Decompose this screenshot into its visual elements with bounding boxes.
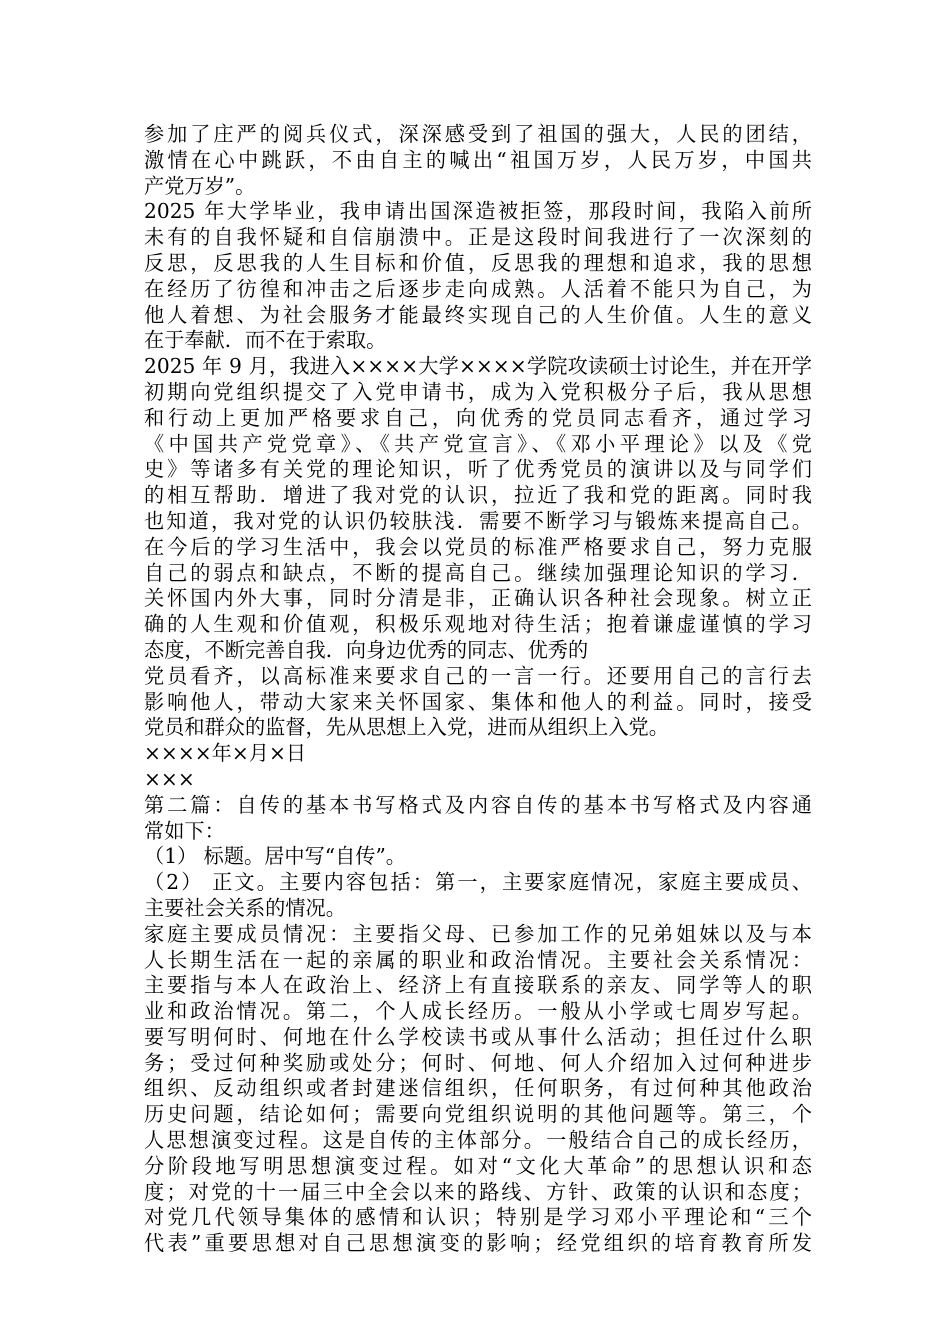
text-line: ××××年×月×日 <box>144 741 307 766</box>
text-line: 常如下： <box>144 818 225 843</box>
text-line: 要写明何时、何地在什么学校读书或从事什么活动；担任过什么职 <box>144 1024 812 1049</box>
text-line: 激情在心中跳跃，不由自主的喊出“祖国万岁，人民万岁，中国共 <box>144 147 812 172</box>
text-line: 《中国共产党党章》、《共产党宣言》、《邓小平理论》以及《党 <box>144 431 812 456</box>
text-line: （1） 标题。居中写“自传”。 <box>144 844 406 869</box>
text-line: 度；对党的十一届三中全会以来的路线、方针、政策的认识和态度； <box>144 1179 812 1204</box>
text-line: 确的人生观和价值观，积极乐观地对待生活；抱着谦虚谨慎的学习 <box>144 612 812 637</box>
text-line: 他人着想、为社会服务才能最终实现自己的人生价值。人生的意义 <box>144 302 812 327</box>
text-line: 历史问题，结论如何；需要向党组织说明的其他问题等。第三，个 <box>144 1102 812 1127</box>
text-line: 人长期生活在一起的亲属的职业和政治情况。主要社会关系情况： <box>144 947 812 972</box>
text-line: 2025 年 9 月，我进入××××大学××××学院攻读硕士讨论生，并在开学 <box>144 354 812 379</box>
text-line: 代表”重要思想对自己思想演变的影响；经党组织的培育教育所发 <box>144 1231 812 1256</box>
text-line: 在今后的学习生活中，我会以党员的标准严格要求自己，努力克服 <box>144 534 812 559</box>
text-line: 产党万岁”。 <box>144 173 256 198</box>
text-line: 对党几代领导集体的感情和认识；特别是学习邓小平理论和“三个 <box>144 1205 812 1230</box>
text-line: ××× <box>144 766 195 791</box>
document-page <box>144 122 812 1257</box>
text-line: 组织、反动组织或者封建迷信组织，任何职务，有过何种其他政治 <box>144 1076 812 1101</box>
text-line: 初期向党组织提交了入党申请书，成为入党积极分子后，我从思想 <box>144 379 812 404</box>
text-line: 未有的自我怀疑和自信崩溃中。正是这段时间我进行了一次深刻的 <box>144 225 812 250</box>
text-line: 党员和群众的监督，先从思想上入党，进而从组织上入党。 <box>144 715 669 740</box>
text-line: （2） 正文。主要内容包括：第一，主要家庭情况，家庭主要成员、 <box>144 870 812 895</box>
text-line: 主要指与本人在政治上、经济上有直接联系的亲友、同学等人的职 <box>144 973 812 998</box>
text-line: 党员看齐，以高标准来要求自己的一言一行。还要用自己的言行去 <box>144 663 812 688</box>
text-line: 的相互帮助．增进了我对党的认识，拉近了我和党的距离。同时我 <box>144 483 812 508</box>
text-line: 2025 年大学毕业，我申请出国深造被拒签，那段时间，我陷入前所 <box>144 199 812 224</box>
text-line: 史》等诸多有关党的理论知识，听了优秀党员的演讲以及与同学们 <box>144 457 812 482</box>
text-line: 第二篇：自传的基本书写格式及内容自传的基本书写格式及内容通 <box>144 792 812 817</box>
text-line: 影响他人，带动大家来关怀国家、集体和他人的利益。同时，接受 <box>144 689 812 714</box>
text-line: 参加了庄严的阅兵仪式，深深感受到了祖国的强大，人民的团结， <box>144 122 812 146</box>
text-line: 家庭主要成员情况：主要指父母、已参加工作的兄弟姐妹以及与本 <box>144 921 812 946</box>
text-line: 关怀国内外大事，同时分清是非，正确认识各种社会现象。树立正 <box>144 586 812 611</box>
text-line: 分阶段地写明思想演变过程。如对“文化大革命”的思想认识和态 <box>144 1153 812 1178</box>
text-line: 也知道，我对党的认识仍较肤浅．需要不断学习与锻炼来提高自己。 <box>144 508 812 533</box>
text-line: 在经历了彷徨和冲击之后逐步走向成熟。人活着不能只为自己，为 <box>144 276 812 301</box>
text-line: 和行动上更加严格要求自己，向优秀的党员同志看齐，通过学习 <box>144 405 812 430</box>
text-line: 主要社会关系的情况。 <box>144 895 346 920</box>
text-line: 在于奉献．而不在于索取。 <box>144 328 387 353</box>
text-line: 自己的弱点和缺点，不断的提高自己。继续加强理论知识的学习． <box>144 560 812 585</box>
text-line: 业和政治情况。第二，个人成长经历。一般从小学或七周岁写起。 <box>144 999 812 1024</box>
text-line: 人思想演变过程。这是自传的主体部分。一般结合自己的成长经历， <box>144 1128 812 1153</box>
text-line: 反思，反思我的人生目标和价值，反思我的理想和追求，我的思想 <box>144 250 812 275</box>
text-line: 务；受过何种奖励或处分；何时、何地、何人介绍加入过何种进步 <box>144 1050 812 1075</box>
text-line: 态度，不断完善自我．向身边优秀的同志、优秀的 <box>144 637 589 662</box>
